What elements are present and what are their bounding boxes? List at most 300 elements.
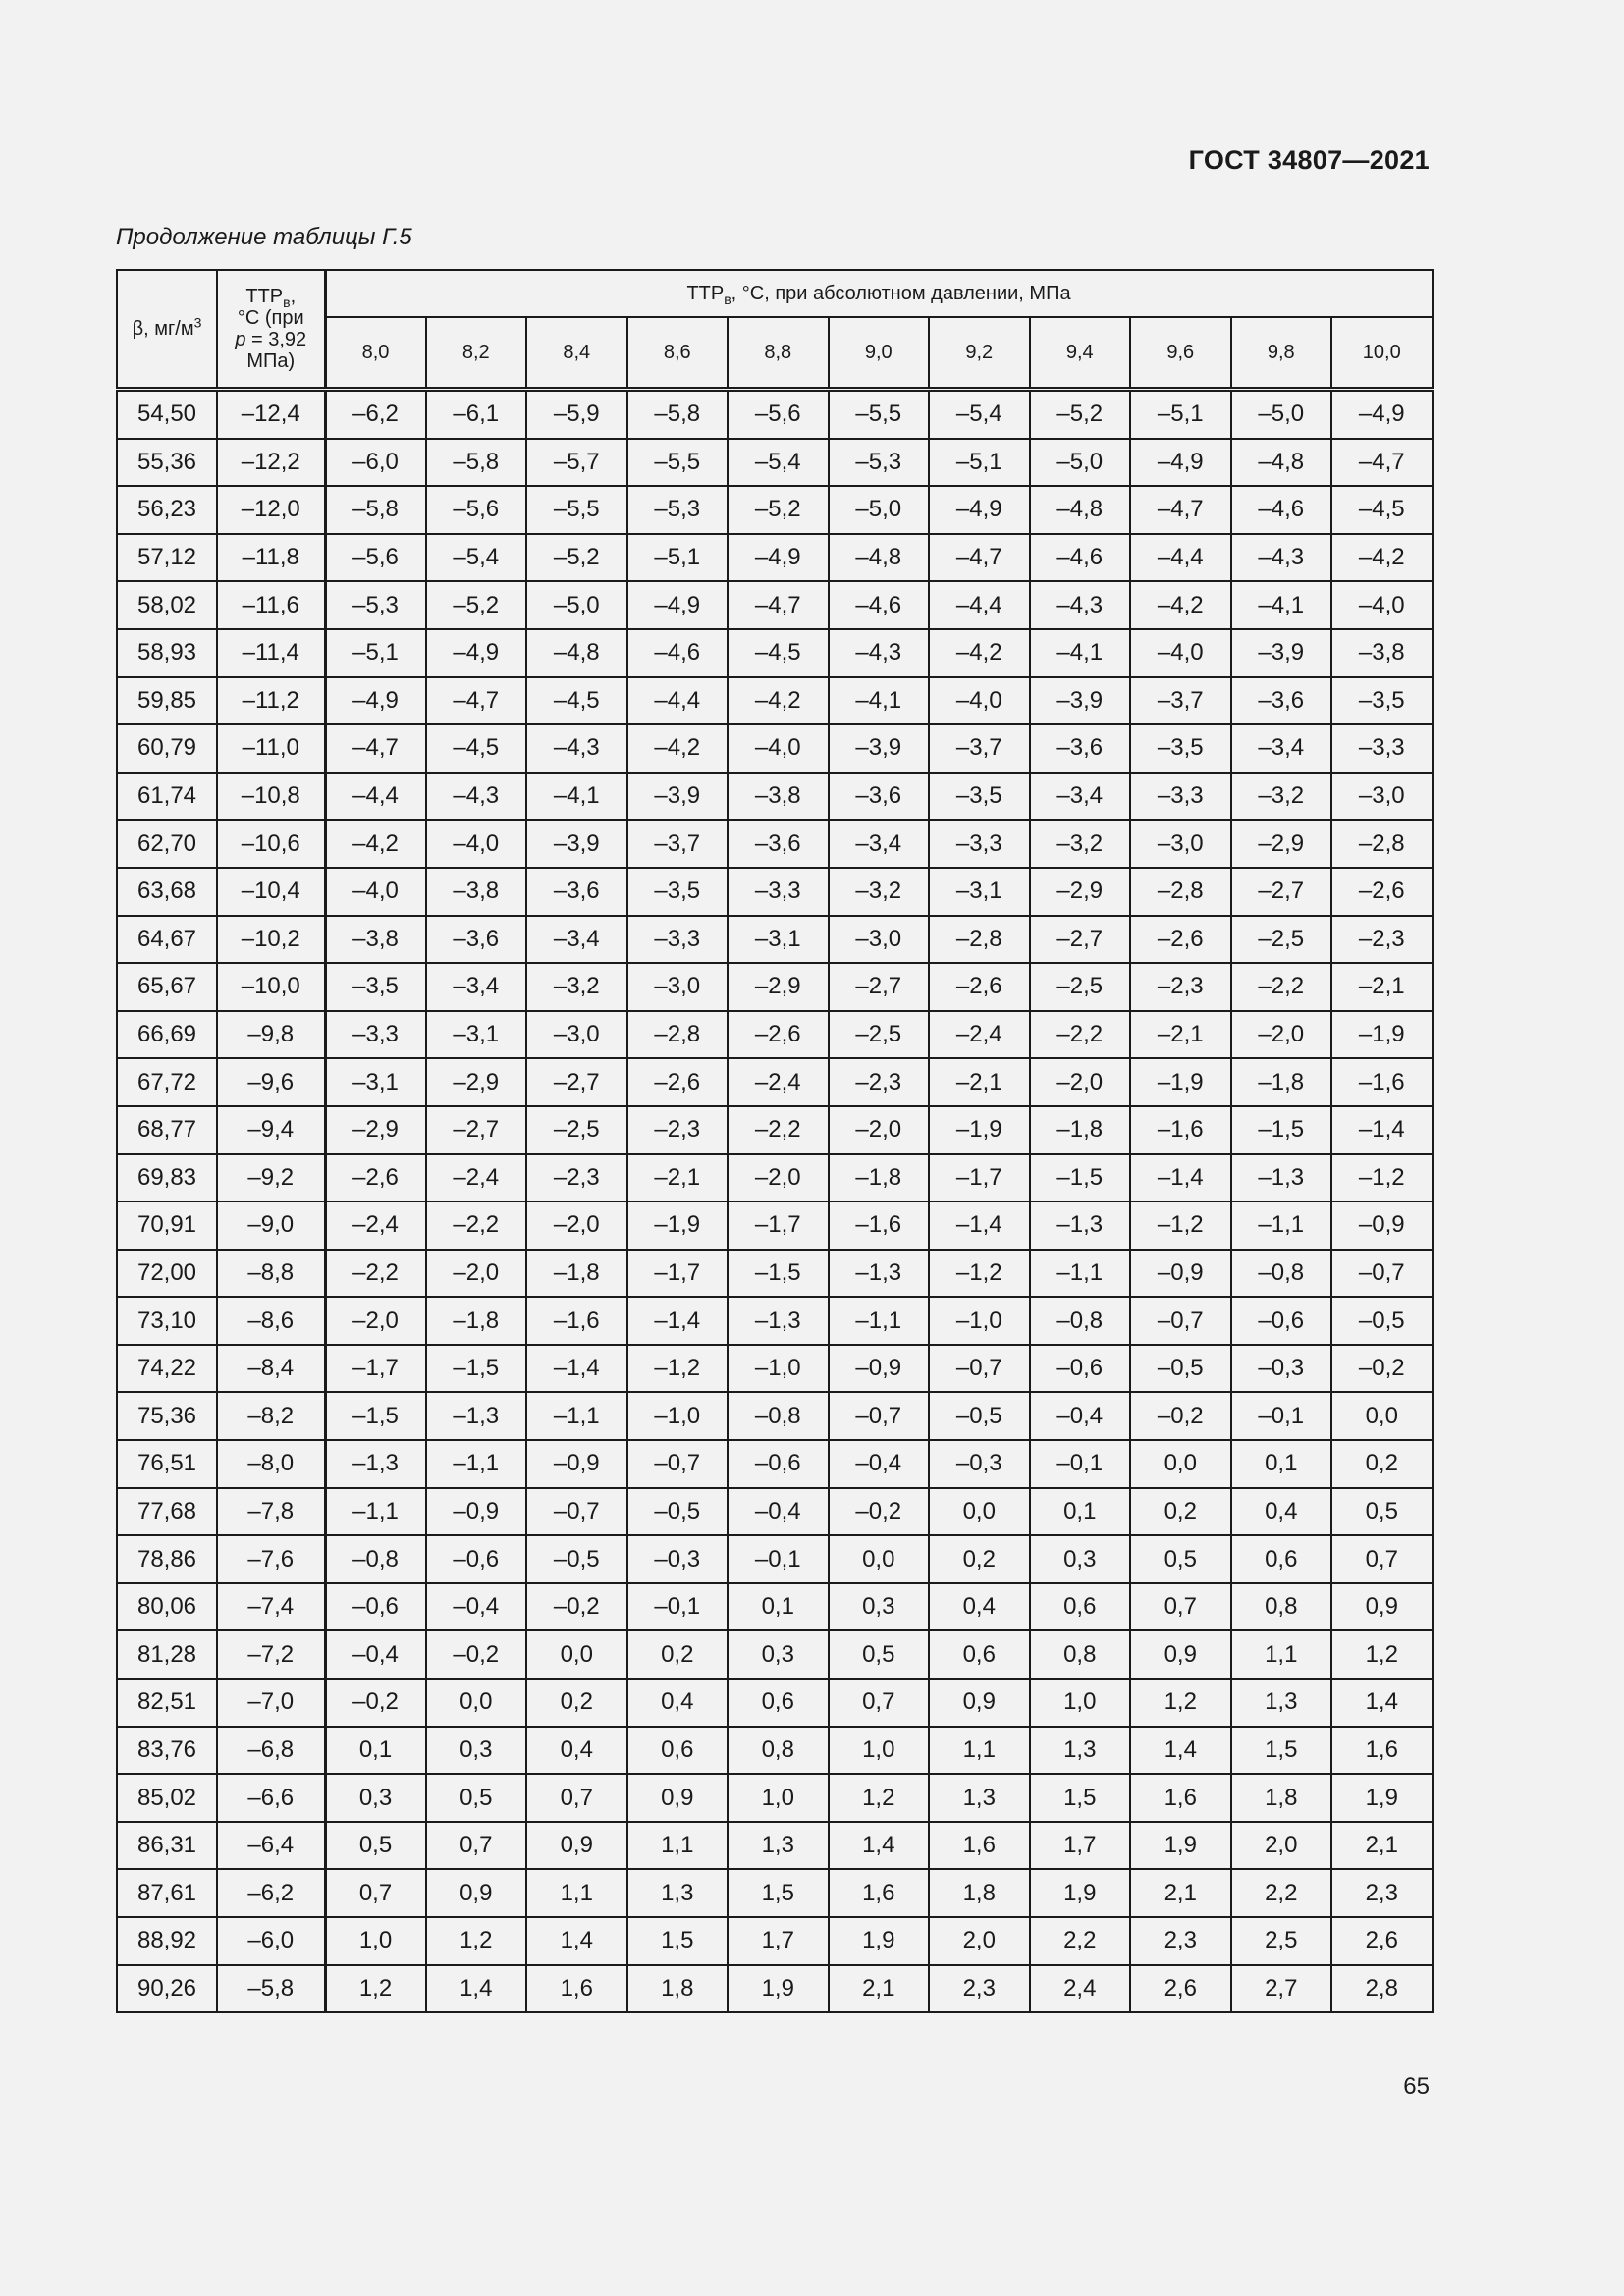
ttr-value-cell: 1,5: [627, 1917, 729, 1965]
ttr-value-cell: 1,9: [1130, 1822, 1231, 1870]
ttr-value-cell: –1,0: [627, 1392, 729, 1440]
ttr-value-cell: –2,4: [426, 1154, 527, 1202]
ttr-value-cell: –4,5: [1331, 486, 1433, 534]
ttr-value-cell: –3,8: [325, 916, 426, 964]
ttr-value-cell: –0,2: [426, 1630, 527, 1679]
ttr-value-cell: 1,3: [1231, 1679, 1332, 1727]
ttr-value-cell: 0,4: [627, 1679, 729, 1727]
ttr-value-cell: 0,7: [1130, 1583, 1231, 1631]
ttr-value-cell: 1,5: [728, 1869, 829, 1917]
ttr-base-cell: –8,2: [217, 1392, 325, 1440]
ttr-base-cell: –11,8: [217, 534, 325, 582]
ttr-value-cell: –5,0: [1030, 439, 1131, 487]
beta-cell: 83,76: [117, 1727, 217, 1775]
ttr-value-cell: 2,1: [1331, 1822, 1433, 1870]
ttr-value-cell: 1,2: [325, 1965, 426, 2013]
ttr-value-cell: –3,6: [1030, 724, 1131, 773]
ttr-value-cell: –4,1: [1030, 629, 1131, 677]
page-number: 65: [1403, 2073, 1430, 2100]
ttr-value-cell: –0,7: [627, 1440, 729, 1488]
ttr-value-cell: –4,7: [1130, 486, 1231, 534]
table-row: [117, 916, 1433, 964]
ttr-value-cell: 1,9: [728, 1965, 829, 2013]
ttr-value-cell: –5,6: [728, 390, 829, 439]
ttr-value-cell: –2,5: [1231, 916, 1332, 964]
pressure-header-cell: 8,2: [426, 317, 527, 390]
ttr-value-cell: –3,9: [1030, 677, 1131, 725]
ttr-value-cell: 1,4: [829, 1822, 930, 1870]
ttr-value-cell: –3,2: [1030, 820, 1131, 868]
ttr-value-cell: –1,2: [1331, 1154, 1433, 1202]
ttr-value-cell: –1,6: [526, 1297, 627, 1345]
ttr-value-cell: 0,9: [929, 1679, 1030, 1727]
ttr-value-cell: –3,3: [728, 868, 829, 916]
ttr-value-cell: –3,2: [829, 868, 930, 916]
ttr-value-cell: –3,6: [829, 773, 930, 821]
pressure-header-cell: 9,6: [1130, 317, 1231, 390]
ttr-value-cell: –4,9: [728, 534, 829, 582]
pressure-header-cell: 8,8: [728, 317, 829, 390]
beta-cell: 59,85: [117, 677, 217, 725]
ttr-value-cell: –0,5: [1331, 1297, 1433, 1345]
ttr-value-cell: –0,2: [1130, 1392, 1231, 1440]
ttr-value-cell: –4,5: [728, 629, 829, 677]
table-row: [117, 1630, 1433, 1679]
pressure-header-cell: 8,0: [325, 317, 426, 390]
ttr-value-cell: –2,0: [325, 1297, 426, 1345]
ttr-value-cell: –2,7: [829, 963, 930, 1011]
ttr-value-cell: –3,4: [526, 916, 627, 964]
ttr-value-cell: –0,6: [426, 1535, 527, 1583]
ttr-value-cell: –2,1: [627, 1154, 729, 1202]
ttr-value-cell: –2,0: [1231, 1011, 1332, 1059]
data-table: [116, 269, 1434, 2013]
ttr-value-cell: –3,2: [526, 963, 627, 1011]
ttr-value-cell: 0,2: [526, 1679, 627, 1727]
ttr-value-cell: –1,4: [1130, 1154, 1231, 1202]
ttr-value-cell: 0,8: [728, 1727, 829, 1775]
ttr-value-cell: –1,0: [728, 1345, 829, 1393]
ttr-base-cell: –8,8: [217, 1250, 325, 1298]
ttr-base-cell: –10,8: [217, 773, 325, 821]
beta-cell: 56,23: [117, 486, 217, 534]
ttr-base-cell: –6,6: [217, 1774, 325, 1822]
ttr-value-cell: –4,8: [1231, 439, 1332, 487]
table-row: [117, 629, 1433, 677]
ttr-value-cell: –1,8: [829, 1154, 930, 1202]
ttr-base-cell: –7,2: [217, 1630, 325, 1679]
ttr-value-cell: –0,9: [526, 1440, 627, 1488]
table-row: [117, 486, 1433, 534]
ttr-value-cell: –5,8: [325, 486, 426, 534]
ttr-value-cell: 0,4: [526, 1727, 627, 1775]
ttr-value-cell: –2,7: [1030, 916, 1131, 964]
ttr-value-cell: –0,8: [1231, 1250, 1332, 1298]
ttr-value-cell: –2,7: [1231, 868, 1332, 916]
ttr-value-cell: –1,5: [1030, 1154, 1131, 1202]
ttr-value-cell: –4,7: [1331, 439, 1433, 487]
ttr-base-cell: –7,6: [217, 1535, 325, 1583]
ttr-value-cell: –2,1: [929, 1058, 1030, 1106]
ttr-value-cell: –1,0: [929, 1297, 1030, 1345]
beta-cell: 69,83: [117, 1154, 217, 1202]
ttr-value-cell: –0,5: [929, 1392, 1030, 1440]
ttr-base-cell: –12,4: [217, 390, 325, 439]
ttr-value-cell: –2,9: [728, 963, 829, 1011]
beta-unit-sup: 3: [193, 314, 202, 331]
ttr-value-cell: 0,2: [627, 1630, 729, 1679]
ttr-value-cell: –3,1: [929, 868, 1030, 916]
beta-cell: 88,92: [117, 1917, 217, 1965]
ttr-value-cell: –3,4: [1030, 773, 1131, 821]
ttr-value-cell: –2,2: [728, 1106, 829, 1154]
pressure-group-header: [325, 270, 1433, 317]
ttr-value-cell: 0,6: [1231, 1535, 1332, 1583]
ttr-base-cell: –6,4: [217, 1822, 325, 1870]
table-row: [117, 1822, 1433, 1870]
ttr-value-cell: –2,5: [1030, 963, 1131, 1011]
ttr-value-cell: –4,7: [426, 677, 527, 725]
ttr-value-cell: –4,2: [1130, 581, 1231, 629]
ttr-value-cell: 0,6: [627, 1727, 729, 1775]
ttr-value-cell: 2,0: [929, 1917, 1030, 1965]
ttr-value-cell: –1,5: [325, 1392, 426, 1440]
ttr-value-cell: –0,2: [325, 1679, 426, 1727]
ttr-value-cell: –0,6: [1030, 1345, 1131, 1393]
ttr-value-cell: 1,2: [426, 1917, 527, 1965]
ttr-value-cell: –5,2: [1030, 390, 1131, 439]
ttr-base-line4: МПа): [246, 350, 296, 372]
ttr-value-cell: 0,7: [426, 1822, 527, 1870]
ttr-value-cell: –3,3: [929, 820, 1030, 868]
ttr-value-cell: –0,4: [426, 1583, 527, 1631]
ttr-value-cell: –1,4: [1331, 1106, 1433, 1154]
ttr-base-cell: –6,0: [217, 1917, 325, 1965]
ttr-value-cell: 1,7: [728, 1917, 829, 1965]
ttr-value-cell: –3,1: [325, 1058, 426, 1106]
ttr-value-cell: –4,2: [1331, 534, 1433, 582]
ttr-value-cell: –0,9: [1331, 1201, 1433, 1250]
ttr-value-cell: –2,2: [325, 1250, 426, 1298]
ttr-value-cell: –1,4: [526, 1345, 627, 1393]
ttr-value-cell: –2,3: [526, 1154, 627, 1202]
ttr-value-cell: –0,7: [1130, 1297, 1231, 1345]
ttr-value-cell: –5,2: [426, 581, 527, 629]
ttr-value-cell: –4,0: [929, 677, 1030, 725]
ttr-value-cell: 1,2: [829, 1774, 930, 1822]
ttr-value-cell: 0,4: [1231, 1488, 1332, 1536]
ttr-value-cell: –2,4: [929, 1011, 1030, 1059]
ttr-value-cell: 1,8: [1231, 1774, 1332, 1822]
ttr-base-cell: –11,0: [217, 724, 325, 773]
beta-cell: 62,70: [117, 820, 217, 868]
ttr-value-cell: –2,6: [929, 963, 1030, 1011]
beta-cell: 64,67: [117, 916, 217, 964]
ttr-value-cell: 2,6: [1331, 1917, 1433, 1965]
ttr-value-cell: –5,5: [526, 486, 627, 534]
ttr-value-cell: –3,7: [1130, 677, 1231, 725]
ttr-value-cell: –4,2: [728, 677, 829, 725]
ttr-value-cell: –5,0: [1231, 390, 1332, 439]
ttr-value-cell: –5,3: [325, 581, 426, 629]
ttr-value-cell: –3,4: [426, 963, 527, 1011]
ttr-value-cell: 0,2: [1331, 1440, 1433, 1488]
ttr-value-cell: 2,3: [1331, 1869, 1433, 1917]
beta-cell: 57,12: [117, 534, 217, 582]
ttr-value-cell: –4,0: [728, 724, 829, 773]
ttr-value-cell: –3,1: [728, 916, 829, 964]
ttr-value-cell: –3,6: [426, 916, 527, 964]
ttr-value-cell: 1,3: [929, 1774, 1030, 1822]
beta-cell: 77,68: [117, 1488, 217, 1536]
ttr-value-cell: –5,2: [526, 534, 627, 582]
ttr-value-cell: –2,4: [728, 1058, 829, 1106]
ttr-value-cell: 1,0: [728, 1774, 829, 1822]
ttr-base-cell: –9,0: [217, 1201, 325, 1250]
table-row: [117, 1488, 1433, 1536]
beta-cell: 68,77: [117, 1106, 217, 1154]
ttr-value-cell: –1,2: [929, 1250, 1030, 1298]
ttr-value-cell: –2,1: [1331, 963, 1433, 1011]
ttr-value-cell: –2,0: [728, 1154, 829, 1202]
ttr-value-cell: –0,6: [728, 1440, 829, 1488]
ttr-base-cell: –8,4: [217, 1345, 325, 1393]
beta-cell: 67,72: [117, 1058, 217, 1106]
beta-cell: 74,22: [117, 1345, 217, 1393]
ttr-value-cell: –5,1: [325, 629, 426, 677]
table-row: [117, 390, 1433, 439]
ttr-value-cell: –1,3: [325, 1440, 426, 1488]
ttr-value-cell: 0,7: [1331, 1535, 1433, 1583]
ttr-value-cell: 0,8: [1231, 1583, 1332, 1631]
ttr-value-cell: 0,9: [526, 1822, 627, 1870]
ttr-value-cell: 1,2: [1130, 1679, 1231, 1727]
ttr-value-cell: 1,1: [627, 1822, 729, 1870]
ttr-value-cell: –1,3: [426, 1392, 527, 1440]
beta-cell: 70,91: [117, 1201, 217, 1250]
ttr-value-cell: –2,6: [325, 1154, 426, 1202]
table-row: [117, 1440, 1433, 1488]
beta-cell: 81,28: [117, 1630, 217, 1679]
table-row: [117, 1106, 1433, 1154]
table-row: [117, 1297, 1433, 1345]
ttr-value-cell: –4,1: [829, 677, 930, 725]
ttr-value-cell: –0,7: [1331, 1250, 1433, 1298]
ttr-value-cell: –3,7: [929, 724, 1030, 773]
beta-cell: 54,50: [117, 390, 217, 439]
group-header-sub: в: [724, 292, 731, 307]
ttr-value-cell: –2,3: [829, 1058, 930, 1106]
ttr-value-cell: –2,3: [1130, 963, 1231, 1011]
ttr-value-cell: –5,1: [1130, 390, 1231, 439]
ttr-value-cell: 0,0: [526, 1630, 627, 1679]
ttr-value-cell: 0,6: [1030, 1583, 1131, 1631]
table-row: [117, 1058, 1433, 1106]
ttr-value-cell: –3,0: [526, 1011, 627, 1059]
ttr-value-cell: 0,5: [426, 1774, 527, 1822]
ttr-value-cell: –1,8: [426, 1297, 527, 1345]
ttr-value-cell: –1,6: [829, 1201, 930, 1250]
beta-cell: 66,69: [117, 1011, 217, 1059]
ttr-value-cell: –4,3: [526, 724, 627, 773]
ttr-value-cell: –4,8: [526, 629, 627, 677]
ttr-value-cell: –1,1: [426, 1440, 527, 1488]
ttr-value-cell: –0,9: [426, 1488, 527, 1536]
ttr-value-cell: –5,7: [526, 439, 627, 487]
ttr-value-cell: –3,1: [426, 1011, 527, 1059]
beta-cell: 58,02: [117, 581, 217, 629]
ttr-value-cell: 2,7: [1231, 1965, 1332, 2013]
ttr-value-cell: –2,0: [829, 1106, 930, 1154]
ttr-value-cell: 1,3: [627, 1869, 729, 1917]
ttr-value-cell: –4,4: [325, 773, 426, 821]
ttr-base-line1: ТТР: [245, 286, 284, 307]
ttr-value-cell: –1,9: [1130, 1058, 1231, 1106]
ttr-value-cell: 0,8: [1030, 1630, 1131, 1679]
ttr-value-cell: 0,1: [728, 1583, 829, 1631]
ttr-value-cell: –1,4: [929, 1201, 1030, 1250]
ttr-value-cell: 2,4: [1030, 1965, 1131, 2013]
table-row: [117, 1727, 1433, 1775]
ttr-value-cell: –1,8: [1231, 1058, 1332, 1106]
ttr-value-cell: –2,1: [1130, 1011, 1231, 1059]
table-row: [117, 1917, 1433, 1965]
ttr-value-cell: 0,0: [1130, 1440, 1231, 1488]
ttr-base-cell: –10,6: [217, 820, 325, 868]
ttr-base-cell: –9,6: [217, 1058, 325, 1106]
ttr-value-cell: –6,0: [325, 439, 426, 487]
ttr-base-cell: –9,2: [217, 1154, 325, 1202]
ttr-value-cell: –1,5: [426, 1345, 527, 1393]
ttr-value-cell: –4,8: [1030, 486, 1131, 534]
ttr-value-cell: –2,9: [1231, 820, 1332, 868]
ttr-value-cell: 0,7: [526, 1774, 627, 1822]
ttr-value-cell: 1,1: [929, 1727, 1030, 1775]
ttr-value-cell: 1,4: [1331, 1679, 1433, 1727]
ttr-value-cell: –1,2: [627, 1345, 729, 1393]
ttr-value-cell: –4,3: [1030, 581, 1131, 629]
ttr-value-cell: –6,2: [325, 390, 426, 439]
ttr-value-cell: 1,6: [1130, 1774, 1231, 1822]
ttr-value-cell: –0,9: [829, 1345, 930, 1393]
ttr-value-cell: –2,6: [728, 1011, 829, 1059]
table-row: [117, 1154, 1433, 1202]
ttr-value-cell: –2,6: [1331, 868, 1433, 916]
ttr-value-cell: –3,6: [526, 868, 627, 916]
ttr-value-cell: –0,4: [728, 1488, 829, 1536]
ttr-value-cell: –4,7: [728, 581, 829, 629]
ttr-value-cell: 1,5: [1030, 1774, 1131, 1822]
ttr-value-cell: 1,2: [1331, 1630, 1433, 1679]
ttr-value-cell: 1,1: [1231, 1630, 1332, 1679]
ttr-value-cell: –5,4: [929, 390, 1030, 439]
pressure-header-cell: 9,0: [829, 317, 930, 390]
ttr-value-cell: –4,6: [627, 629, 729, 677]
ttr-value-cell: –1,7: [627, 1250, 729, 1298]
ttr-value-cell: –4,9: [426, 629, 527, 677]
ttr-value-cell: 0,2: [929, 1535, 1030, 1583]
ttr-value-cell: –0,4: [829, 1440, 930, 1488]
ttr-value-cell: –2,5: [829, 1011, 930, 1059]
ttr-value-cell: –2,3: [627, 1106, 729, 1154]
ttr-value-cell: 1,8: [627, 1965, 729, 2013]
ttr-value-cell: –4,3: [829, 629, 930, 677]
ttr-value-cell: –2,8: [929, 916, 1030, 964]
ttr-value-cell: –5,6: [426, 486, 527, 534]
table-body: [117, 390, 1433, 2013]
beta-column-header: [117, 270, 217, 390]
ttr-value-cell: –5,3: [627, 486, 729, 534]
ttr-value-cell: –1,2: [1130, 1201, 1231, 1250]
ttr-value-cell: 0,0: [829, 1535, 930, 1583]
ttr-value-cell: –4,1: [526, 773, 627, 821]
ttr-value-cell: –3,9: [526, 820, 627, 868]
ttr-value-cell: –4,6: [1030, 534, 1131, 582]
ttr-value-cell: –3,0: [1130, 820, 1231, 868]
ttr-value-cell: 1,9: [829, 1917, 930, 1965]
ttr-value-cell: –0,1: [1030, 1440, 1131, 1488]
ttr-value-cell: 0,4: [929, 1583, 1030, 1631]
ttr-value-cell: 1,0: [1030, 1679, 1131, 1727]
ttr-value-cell: –4,5: [526, 677, 627, 725]
ttr-value-cell: –1,7: [728, 1201, 829, 1250]
ttr-value-cell: 1,3: [728, 1822, 829, 1870]
beta-cell: 78,86: [117, 1535, 217, 1583]
ttr-value-cell: –1,7: [929, 1154, 1030, 1202]
ttr-value-cell: 1,6: [929, 1822, 1030, 1870]
ttr-value-cell: –0,5: [526, 1535, 627, 1583]
ttr-value-cell: –3,8: [1331, 629, 1433, 677]
ttr-value-cell: –3,5: [325, 963, 426, 1011]
ttr-value-cell: –1,1: [325, 1488, 426, 1536]
ttr-value-cell: –3,0: [829, 916, 930, 964]
ttr-value-cell: –4,1: [1231, 581, 1332, 629]
ttr-value-cell: –3,3: [627, 916, 729, 964]
ttr-value-cell: 1,6: [526, 1965, 627, 2013]
ttr-value-cell: –0,7: [829, 1392, 930, 1440]
ttr-value-cell: 0,3: [728, 1630, 829, 1679]
ttr-value-cell: –5,4: [728, 439, 829, 487]
ttr-value-cell: –1,9: [1331, 1011, 1433, 1059]
beta-symbol: β: [132, 318, 144, 340]
ttr-base-cell: –6,8: [217, 1727, 325, 1775]
ttr-value-cell: –4,6: [1231, 486, 1332, 534]
ttr-value-cell: –3,8: [728, 773, 829, 821]
ttr-value-cell: –5,0: [829, 486, 930, 534]
ttr-value-cell: –2,2: [426, 1201, 527, 1250]
ttr-value-cell: 0,3: [1030, 1535, 1131, 1583]
ttr-base-cell: –10,2: [217, 916, 325, 964]
beta-cell: 80,06: [117, 1583, 217, 1631]
ttr-value-cell: –1,3: [829, 1250, 930, 1298]
beta-cell: 87,61: [117, 1869, 217, 1917]
ttr-value-cell: 2,6: [1130, 1965, 1231, 2013]
ttr-value-cell: 0,6: [929, 1630, 1030, 1679]
ttr-base-cell: –7,8: [217, 1488, 325, 1536]
ttr-value-cell: –0,7: [526, 1488, 627, 1536]
ttr-base-cell: –11,4: [217, 629, 325, 677]
ttr-value-cell: 0,5: [829, 1630, 930, 1679]
ttr-value-cell: –5,9: [526, 390, 627, 439]
table-caption: Продолжение таблицы Г.5: [116, 224, 412, 250]
ttr-value-cell: –2,7: [526, 1058, 627, 1106]
ttr-value-cell: –4,2: [627, 724, 729, 773]
ttr-value-cell: –3,9: [829, 724, 930, 773]
ttr-value-cell: –2,8: [1331, 820, 1433, 868]
table-row: [117, 1250, 1433, 1298]
beta-cell: 63,68: [117, 868, 217, 916]
ttr-value-cell: 0,9: [1331, 1583, 1433, 1631]
